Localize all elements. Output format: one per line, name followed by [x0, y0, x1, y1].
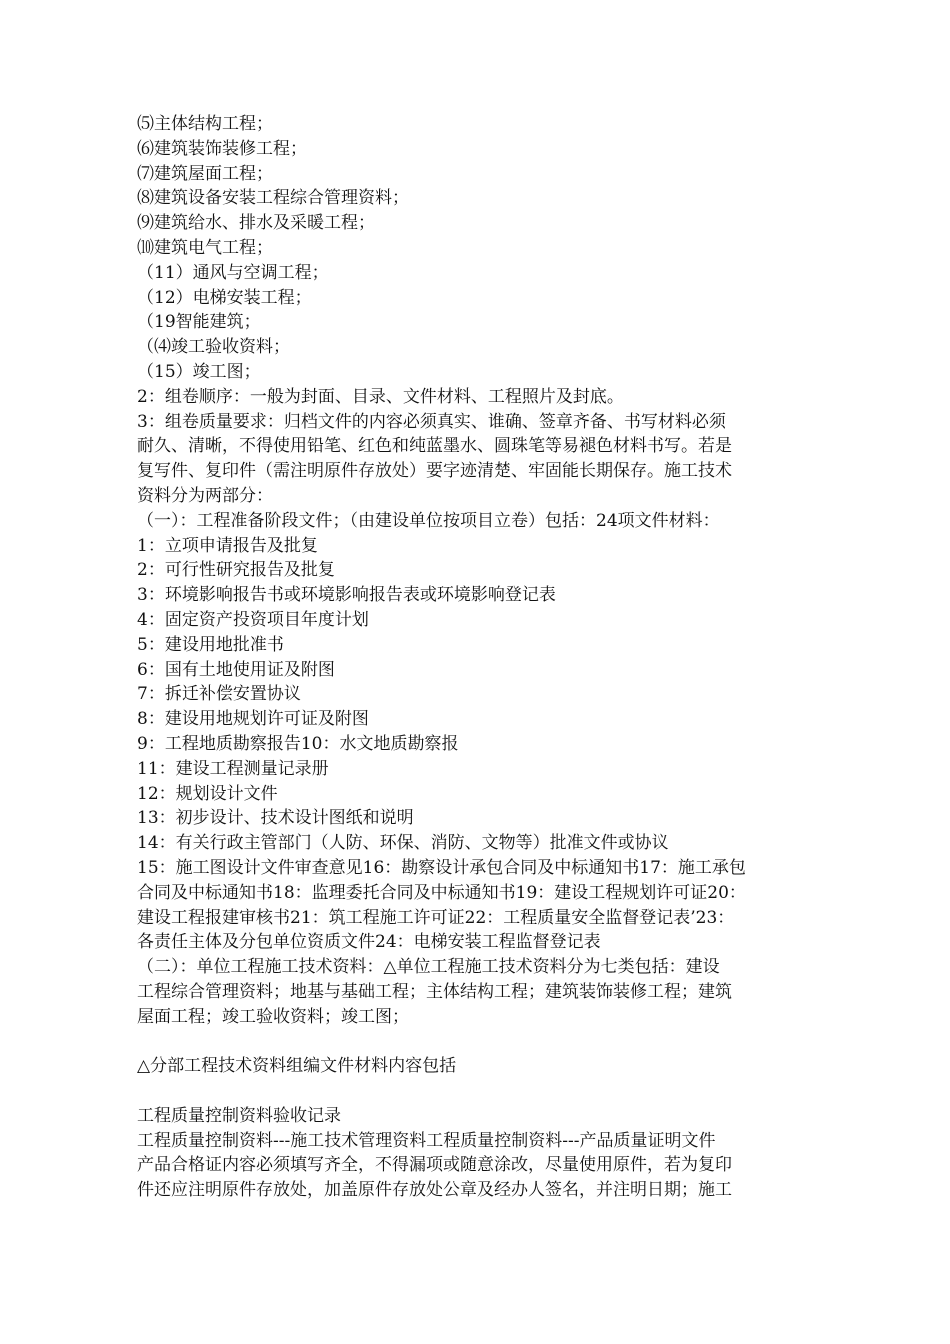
text-line: 工程质量控制资料---施工技术管理资料工程质量控制资料---产品质量证明文件: [137, 1130, 716, 1151]
text-line: 6：国有土地使用证及附图: [137, 659, 335, 680]
text-line: 15：施工图设计文件审查意见16：勘察设计承包合同及中标通知书17：施工承包: [137, 857, 746, 878]
text-line: ⑽建筑电气工程；: [137, 237, 273, 258]
text-line: 14：有关行政主管部门（人防、环保、消防、文物等）批准文件或协议: [137, 833, 669, 854]
text-line: 工程综合管理资料；地基与基础工程；主体结构工程；建筑装饰装修工程；建筑: [137, 981, 732, 1002]
text-line: 11：建设工程测量记录册: [137, 758, 329, 779]
text-line: 件还应注明原件存放处，加盖原件存放处公章及经办人签名，并注明日期；施工: [137, 1180, 732, 1201]
blank-line: [137, 1029, 827, 1054]
text-line: 建设工程报建审核书21：筑工程施工许可证22：工程质量安全监督登记表’23：: [137, 907, 735, 928]
text-line: 2：可行性研究报告及批复: [137, 560, 335, 581]
text-line: 耐久、清晰，不得使用铅笔、红色和纯蓝墨水、圆珠笔等易褪色材料书写。若是: [137, 436, 732, 457]
text-line: （11）通风与空调工程；: [137, 262, 329, 283]
text-line: △分部工程技术资料组编文件材料内容包括: [137, 1056, 457, 1077]
text-line: ⑼建筑给水、排水及采暖工程；: [137, 213, 375, 234]
text-line: （一）：工程准备阶段文件；（由建设单位按项目立卷）包括：24项文件材料：: [137, 510, 720, 531]
text-line: 7：拆迁补偿安置协议: [137, 684, 301, 705]
text-line: 合同及中标通知书18：监理委托合同及中标通知书19：建设工程规划许可证20：: [137, 882, 746, 903]
text-line: ⑺建筑屋面工程；: [137, 163, 273, 184]
text-line: （二）：单位工程施工技术资料：△单位工程施工技术资料分为七类包括：建设: [137, 957, 720, 978]
text-line: ⑸主体结构工程；: [137, 114, 273, 134]
text-line: （⑷竣工验收资料；: [137, 337, 290, 358]
text-line: （15）竣工图；: [137, 361, 261, 382]
text-line: 复写件、复印件（需注明原件存放处）要字迹清楚、牢固能长期保存。施工技术: [137, 461, 732, 482]
text-line: （19智能建筑；: [137, 312, 261, 333]
text-line: 资料分为两部分：: [137, 485, 273, 506]
text-line: ⑹建筑装饰装修工程；: [137, 138, 307, 159]
text-line: 工程质量控制资料验收记录: [137, 1105, 341, 1126]
text-line: 产品合格证内容必须填写齐全，不得漏项或随意涂改，尽量使用原件，若为复印: [137, 1155, 732, 1176]
text-line: （12）电梯安装工程；: [137, 287, 312, 308]
text-line: 5：建设用地批准书: [137, 634, 284, 655]
document-body: [137, 112, 827, 1203]
text-line: 13：初步设计、技术设计图纸和说明: [137, 808, 414, 829]
text-line: ⑻建筑设备安装工程综合管理资料；: [137, 188, 409, 209]
text-line: 屋面工程；竣工验收资料；竣工图；: [137, 1006, 409, 1027]
text-line: 各责任主体及分包单位资质文件24：电梯安装工程监督登记表: [137, 932, 601, 953]
text-line: 1：立项申请报告及批复: [137, 535, 318, 556]
text-line: 12：规划设计文件: [137, 783, 278, 804]
text-line: 9：工程地质勘察报告10：水文地质勘察报: [137, 733, 459, 754]
text-line: 8：建设用地规划许可证及附图: [137, 709, 369, 730]
text-line: 2：组卷顺序：一般为封面、目录、文件材料、工程照片及封底。: [137, 386, 624, 407]
text-line: 4：固定资产投资项目年度计划: [137, 609, 369, 630]
blank-line: [137, 1079, 827, 1104]
text-line: 3：环境影响报告书或环境影响报告表或环境影响登记表: [137, 585, 556, 606]
text-line: 3：组卷质量要求：归档文件的内容必须真实、谁确、签章齐备、书写材料必须: [137, 411, 726, 432]
